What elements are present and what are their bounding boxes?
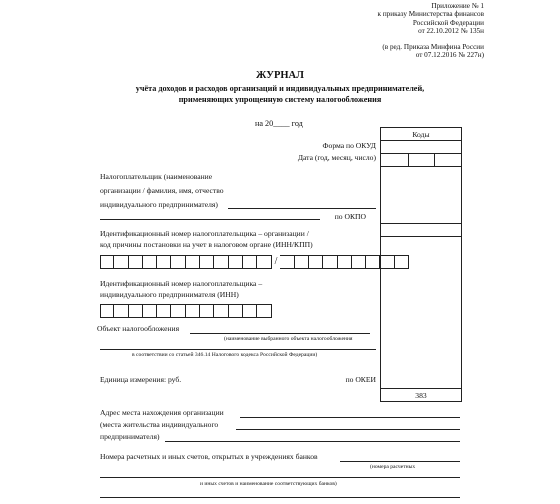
accounts-label: Номера расчетных и иных счетов, открытых в учреждениях банков [100, 452, 318, 461]
inn-kpp-label: Идентификационный номер налогоплательщика – организации / [100, 229, 309, 238]
document-title: ЖУРНАЛ [256, 70, 304, 81]
order-annotation [378, 2, 484, 60]
taxpayer-label: индивидуального предпринимателя) [100, 200, 218, 209]
object-hint: в соответствии со статьей 346.14 Налогового кодекса Российской Федерации) [132, 352, 318, 358]
taxpayer-label: Налогоплательщик (наименование [100, 172, 213, 181]
address-field-3[interactable] [165, 441, 460, 442]
inn-kpp-separator: / [274, 256, 278, 267]
accounts-field[interactable] [340, 461, 460, 462]
taxpayer-label: организации / фамилия, имя, отчество [100, 186, 224, 195]
address-label: (места жительства индивидуального [100, 420, 219, 429]
document-subtitle: учёта доходов и расходов организаций и индивидуальных предпринимателей, [135, 84, 425, 93]
annotation-line: Приложение № 1 [431, 2, 484, 10]
codes-header: Коды [412, 129, 430, 139]
address-field[interactable] [240, 417, 460, 418]
okei-label: по ОКЕИ [345, 375, 376, 384]
address-label: Адрес места нахождения организации [100, 408, 224, 417]
taxpayer-field[interactable] [228, 208, 376, 209]
taxpayer-code-space [381, 166, 461, 223]
object-hint: (наименование выбранного объекта налогообложения [224, 336, 353, 342]
accounts-field-2[interactable] [100, 477, 460, 478]
annotation-line: от 07.12.2016 № 227н) [415, 51, 484, 60]
address-field-2[interactable] [236, 429, 460, 430]
date-code-cells[interactable] [381, 153, 461, 166]
inn-kpp-boxes[interactable] [100, 255, 409, 269]
taxpayer-field-2[interactable] [100, 219, 320, 220]
inn-label: Идентификационный номер налогоплательщика – [100, 279, 263, 288]
annotation-line: от 22.10.2012 № 135н [418, 26, 484, 35]
date-label: Дата (год, месяц, число) [297, 153, 376, 162]
inn-label: индивидуального предпринимателя (ИНН) [100, 290, 239, 299]
inn-kpp-label: код причины постановки на учет в налоговом органе (ИНН/КПП) [100, 240, 313, 249]
okud-label: Форма по ОКУД [322, 141, 376, 150]
unit-label: Единица измерения: руб. [100, 375, 182, 384]
accounts-hint: (номера расчетных [370, 464, 416, 470]
object-field-2[interactable] [100, 349, 376, 350]
year-label: на 20____ год [255, 119, 303, 128]
address-label: предпринимателя) [100, 432, 160, 441]
okpo-code-cell[interactable] [381, 223, 461, 236]
okud-code-cell[interactable] [381, 140, 461, 153]
document-subtitle: применяющих упрощенную систему налогообложения [178, 95, 382, 104]
accounts-field-3[interactable] [100, 497, 460, 498]
object-label: Объект налогообложения [97, 324, 180, 333]
okei-code-cell: 383 [381, 388, 461, 401]
annotation-line: к приказу Министерства финансов [377, 10, 484, 19]
inn-boxes[interactable] [100, 304, 272, 318]
annotation-line: (в ред. Приказа Минфина России [382, 43, 484, 52]
annotation-line: Российской Федерации [412, 18, 484, 27]
accounts-hint: и иных счетов и наименование соответствующих банков) [200, 481, 337, 487]
object-field[interactable] [190, 333, 370, 334]
okpo-label: по ОКПО [334, 212, 366, 221]
